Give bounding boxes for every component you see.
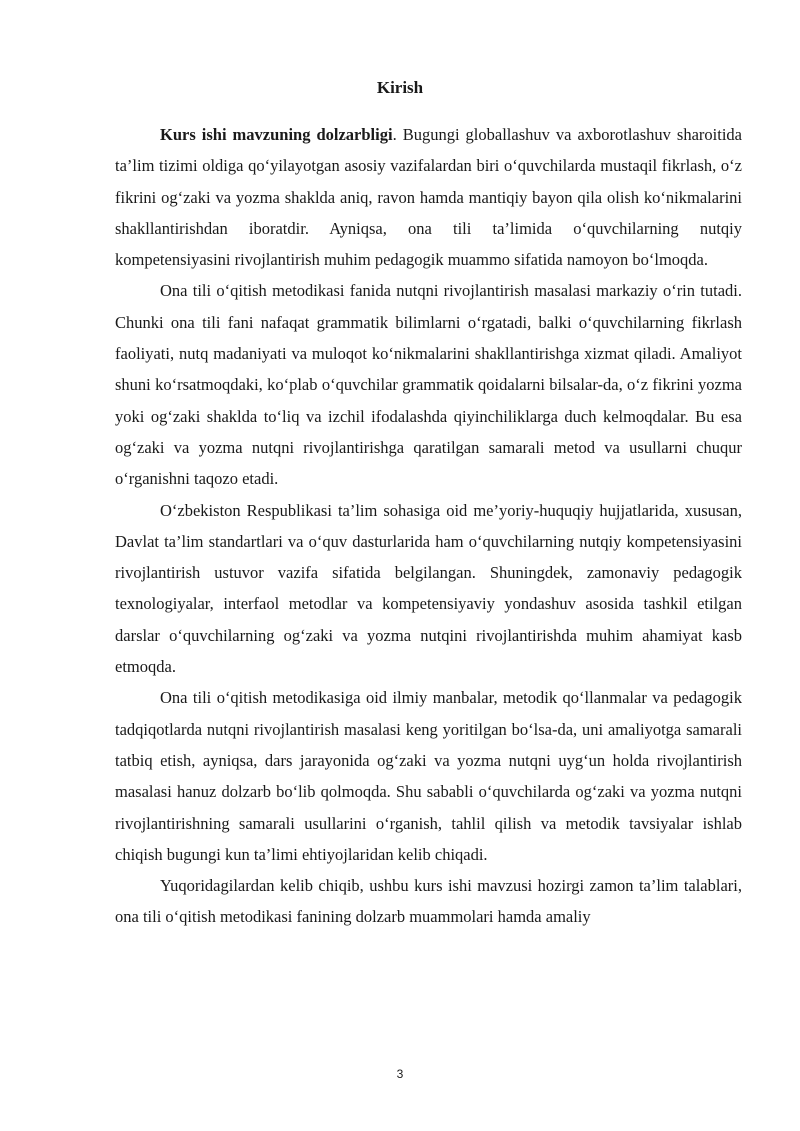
paragraph-methodology	[115, 275, 742, 494]
paragraph-text: Yuqoridagilardan kelib chiqib, ushbu kurs ishi mavzusi hozirgi zamon ta’lim talablari, ona tili o‘qitish metodikasi fanining dolzarb muammolari hamda amaliy	[115, 876, 742, 927]
paragraph-lead: Kurs ishi mavzuning dolzarbligi	[160, 125, 393, 144]
paragraph-text: Ona tili o‘qitish metodikasiga oid ilmiy manbalar, metodik qo‘llanmalar va pedagogik tadqiqotlarda nutqni rivojlantirish masalasi keng yoritilgan bo‘lsa-da, uni amaliyotga samarali tatbiq etish, ayniqsa, dars jarayonida og‘zaki va yozma nutqni uyg‘un holda rivojlantirish masalasi hanuz dolzarb bo‘lib qolmoqda. Shu sababli o‘quvchilarda og‘zaki va yozma nutqni rivojlantirishning samarali usullarini o‘rganish, tahlil qilish va metodik tavsiyalar ishlab chiqish bugungi kun ta’limi ehtiyojlaridan kelib chiqadi.	[115, 688, 742, 864]
paragraph-conclusion	[115, 870, 742, 933]
body-text	[115, 119, 742, 933]
paragraph-text: Ona tili o‘qitish metodikasi fanida nutqni rivojlantirish masalasi markaziy o‘rin tutadi. Chunki ona tili fani nafaqat grammatik bilimlarni o‘rgatadi, balki o‘quvchilarning fikrlash faoliyati, nutq madaniyati va muloqot ko‘nikmalarini shakllantirishga xizmat qiladi. Amaliyot shuni ko‘rsatmoqdaki, ko‘plab o‘quvchilar grammatik qoidalarni bilsalar-da, o‘z fikrini yozma yoki og‘zaki shaklda to‘liq va izchil ifodalashda qiyinchiliklarga duch kelmoqdalar. Bu esa og‘zaki va yozma nutqni rivojlantirishga qaratilgan samarali metod va usullarni chuqur o‘rganishni taqozo etadi.	[115, 281, 742, 489]
section-heading: Kirish	[376, 78, 424, 97]
paragraph-research	[115, 682, 742, 870]
paragraph-legislation	[115, 495, 742, 683]
paragraph-text: . Bugungi globallashuv va axborotlashuv sharoitida ta’lim tizimi oldiga qo‘yilayotgan asosiy vazifalardan biri o‘quvchilarda mustaqil fikrlash, o‘z fikrini og‘zaki va yozma shaklda aniq, ravon hamda mantiqiy bayon qila olish ko‘nikmalarini shakllantirishdan iboratdir. Ayniqsa, ona tili ta’limida o‘quvchilarning nutqiy kompetensiyasini rivojlantirish muhim pedagogik muammo sifatida namoyon bo‘lmoqda.	[115, 125, 742, 270]
paragraph-text: O‘zbekiston Respublikasi ta’lim sohasiga oid me’yoriy-huquqiy hujjatlarida, xususan, Davlat ta’lim standartlari va o‘quv dasturlarida ham o‘quvchilarning nutqiy kompetensiyasini rivojlantirish ustuvor vazifa sifatida belgilangan. Shuningdek, zamonaviy pedagogik texnologiyalar, interfaol metodlar va kompetensiyaviy yondashuv asosida tashkil etilgan darslar o‘quvchilarning og‘zaki va yozma nutqini rivojlantirishda muhim ahamiyat kasb etmoqda.	[115, 500, 742, 677]
page-number: 3	[396, 1067, 404, 1081]
paragraph-relevance	[115, 119, 742, 275]
